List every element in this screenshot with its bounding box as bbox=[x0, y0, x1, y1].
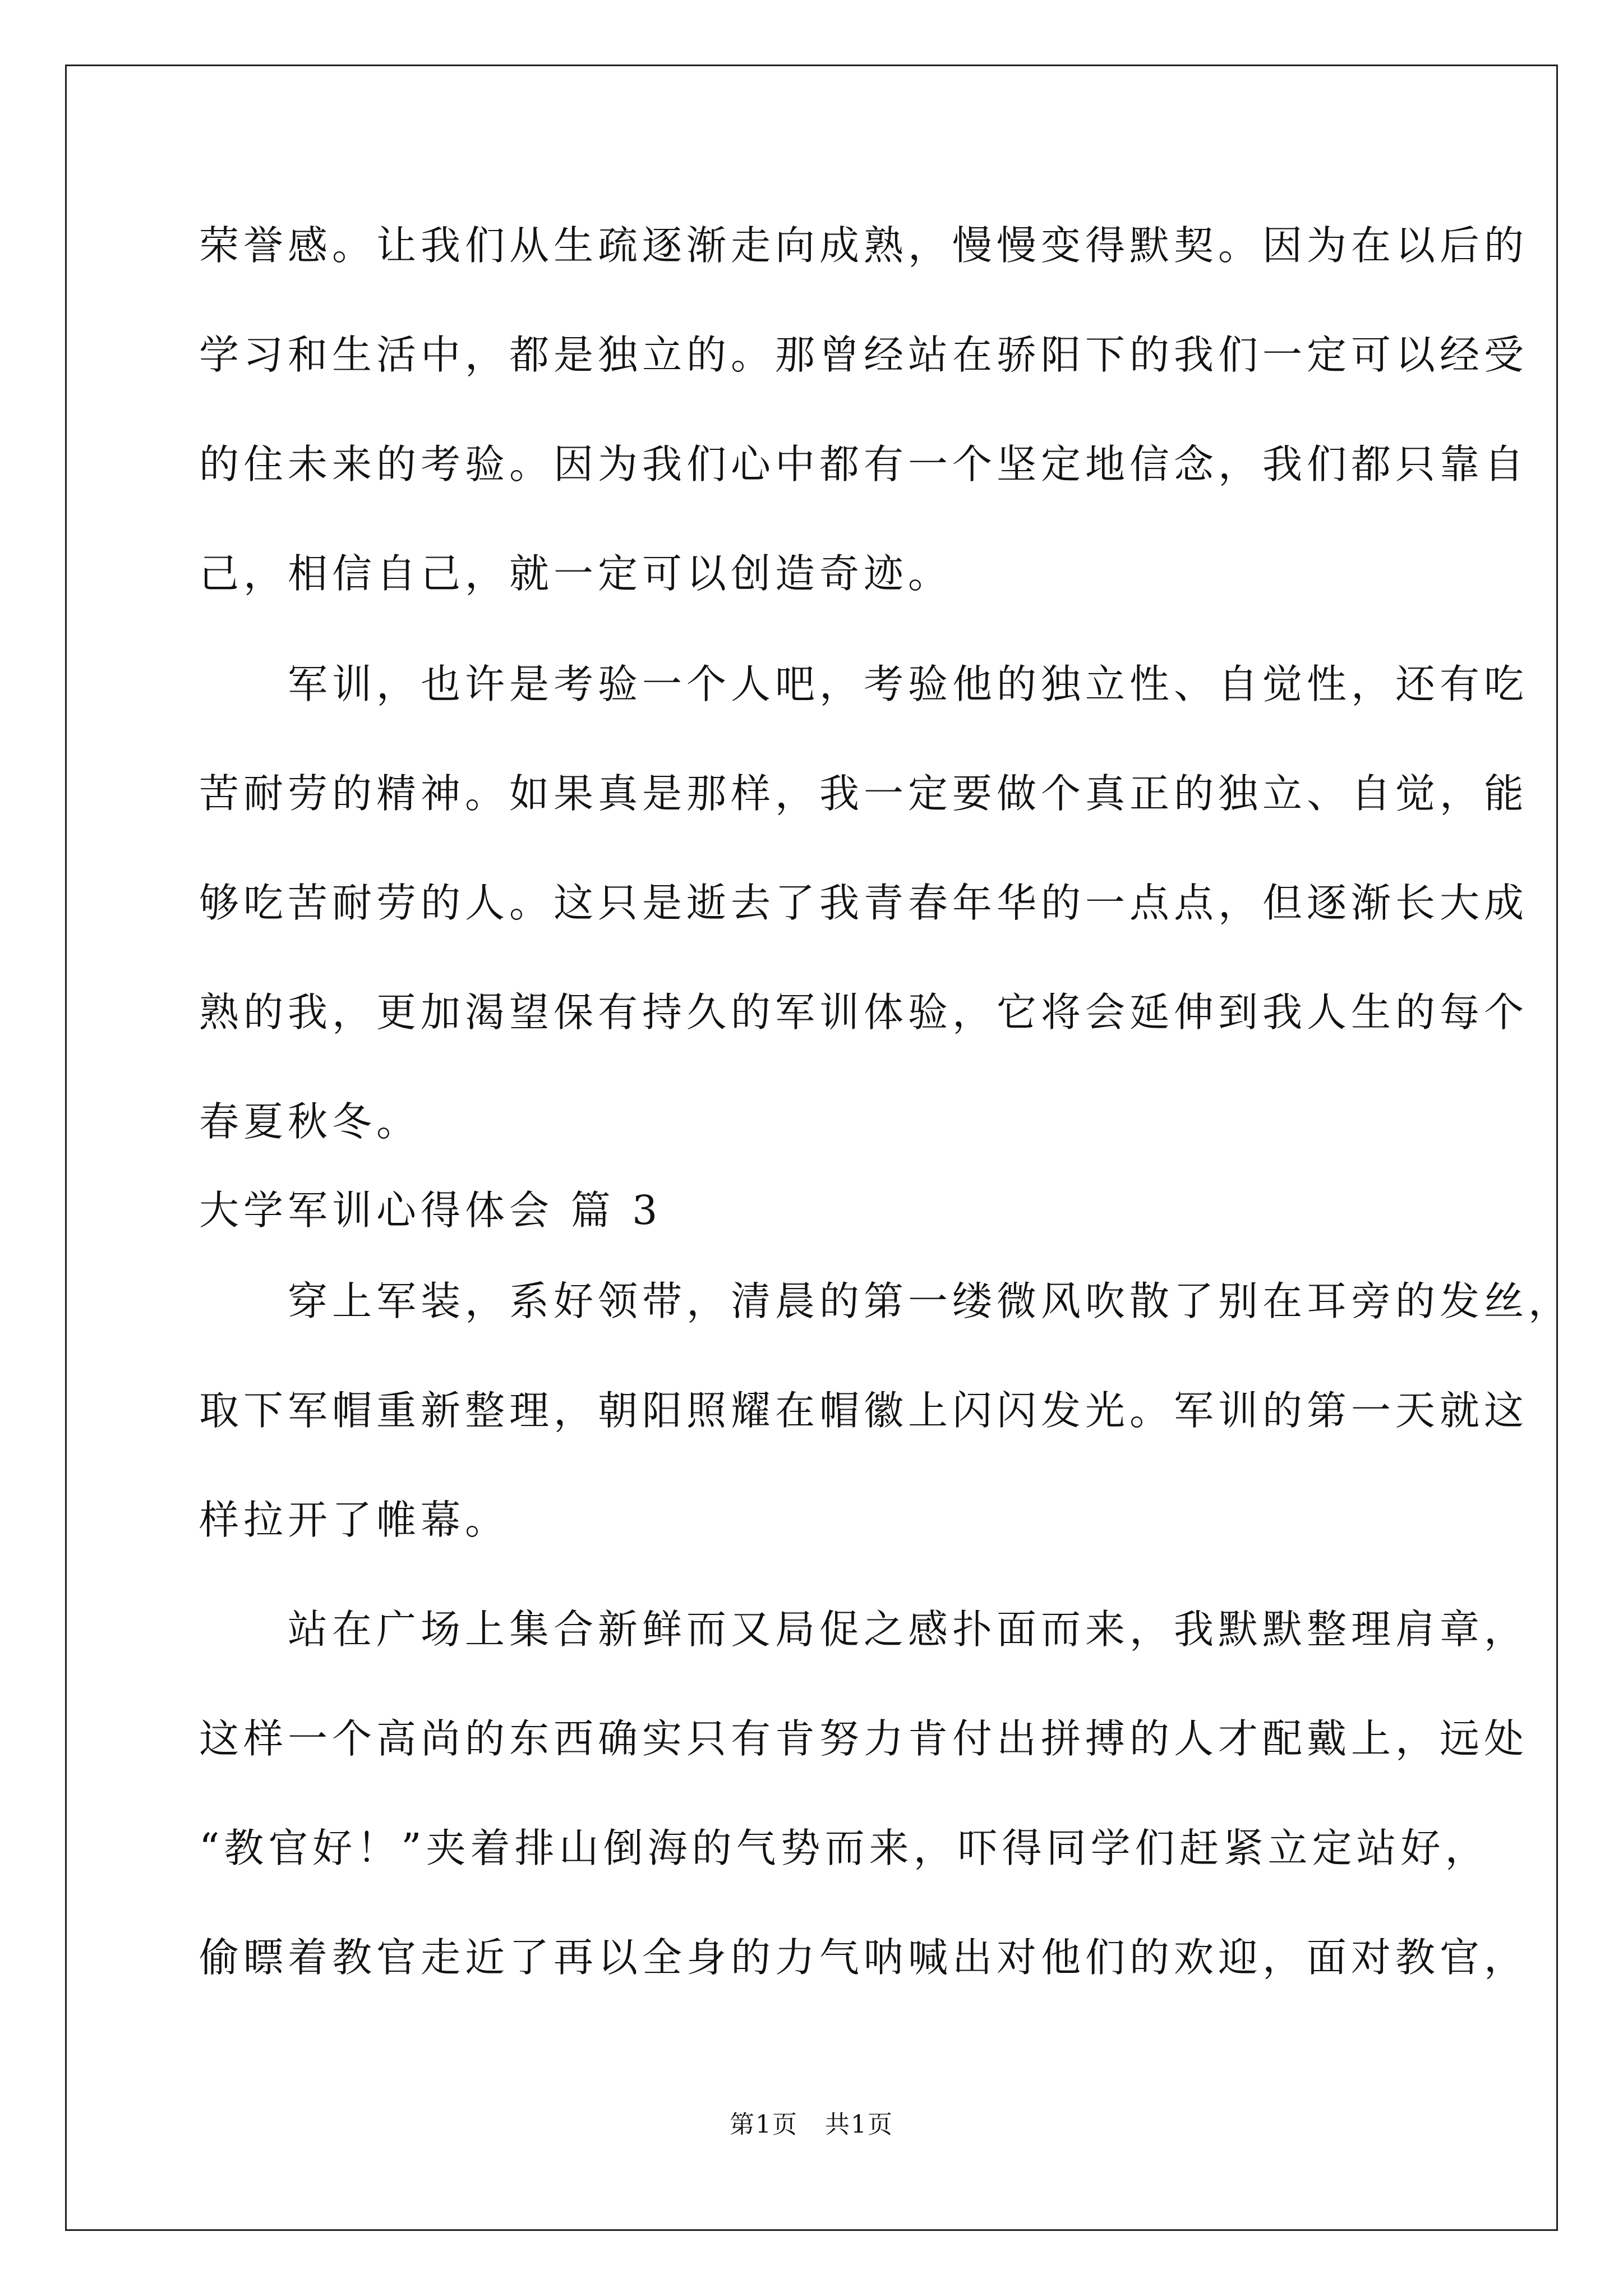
body-text-line: 穿上军装，系好领带，清晨的第一缕微风吹散了别在耳旁的发丝， bbox=[199, 1278, 1573, 1324]
body-text-line: 春夏秋冬。 bbox=[199, 1098, 421, 1145]
body-text-line: 荣誉感。让我们从生疏逐渐走向成熟，慢慢变得默契。因为在以后的 bbox=[199, 222, 1529, 269]
body-text-line: 的住未来的考验。因为我们心中都有一个坚定地信念，我们都只靠自 bbox=[199, 441, 1529, 487]
page-border bbox=[65, 65, 1558, 2231]
page-number-footer: 第1页 共1页 bbox=[730, 2110, 893, 2139]
body-text-line: 学习和生活中，都是独立的。那曾经站在骄阳下的我们一定可以经受 bbox=[199, 332, 1529, 378]
body-text-line: 站在广场上集合新鲜而又局促之感扑面而来，我默默整理肩章， bbox=[199, 1606, 1529, 1653]
body-text-line: 军训，也许是考验一个人吧，考验他的独立性、自觉性，还有吃 bbox=[199, 661, 1529, 707]
section-heading: 大学军训心得体会 篇 3 bbox=[199, 1187, 662, 1234]
body-text-line: 样拉开了帷幕。 bbox=[199, 1497, 510, 1543]
body-text-line: 取下军帽重新整理，朝阳照耀在帽徽上闪闪发光。军训的第一天就这 bbox=[199, 1387, 1529, 1434]
body-text-line: 够吃苦耐劳的人。这只是逝去了我青春年华的一点点，但逐渐长大成 bbox=[199, 880, 1529, 926]
body-text-line: 这样一个高尚的东西确实只有肯努力肯付出拼搏的人才配戴上，远处 bbox=[199, 1715, 1529, 1762]
body-text-line: “教官好！”夹着排山倒海的气势而来，吓得同学们赶紧立定站好， bbox=[199, 1825, 1490, 1871]
body-text-line: 己，相信自己，就一定可以创造奇迹。 bbox=[199, 550, 953, 597]
body-text-line: 偷瞟着教官走近了再以全身的力气呐喊出对他们的欢迎，面对教官， bbox=[199, 1934, 1529, 1981]
body-text-line: 苦耐劳的精神。如果真是那样，我一定要做个真正的独立、自觉，能 bbox=[199, 770, 1529, 817]
body-text-line: 熟的我，更加渴望保有持久的军训体验，它将会延伸到我人生的每个 bbox=[199, 989, 1529, 1036]
